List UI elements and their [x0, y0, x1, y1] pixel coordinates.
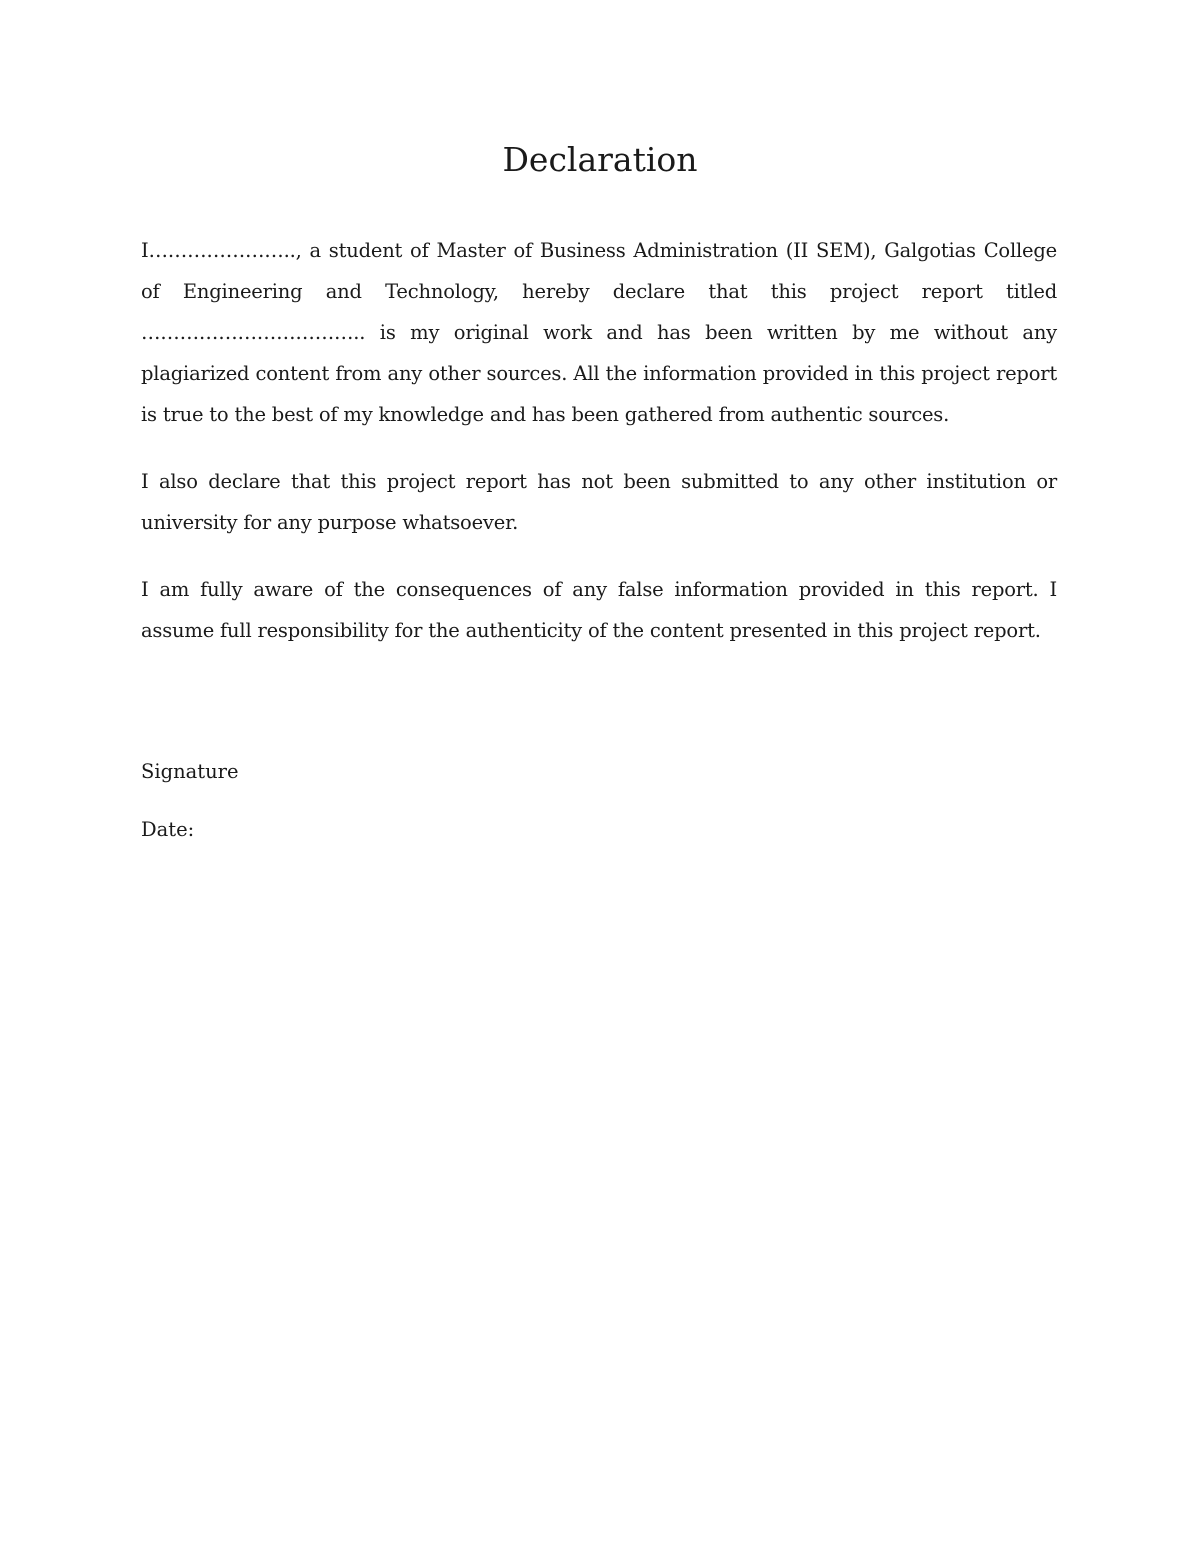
declaration-paragraph-3: I am fully aware of the consequences of any false information provided in this report. I assume full responsibility for the authenticity of the content presented in this project report.	[141, 578, 1057, 642]
date-label: Date:	[141, 818, 195, 841]
signature-label: Signature	[141, 760, 239, 783]
declaration-paragraph-2: I also declare that this project report has not been submitted to any other institution or university for any purpose whatsoever.	[141, 470, 1057, 534]
page-title: Declaration	[502, 140, 698, 179]
signature-block	[141, 760, 239, 876]
declaration-body	[141, 230, 1057, 677]
declaration-paragraph-1: I………………….., a student of Master of Business Administration (II SEM), Galgotias College of Engineering and Technology, hereby declare that this project report titled …………………………….. is my original work and has been written by me without any plagiarized content from any other sources. All the information provided in this project report is true to the best of my knowledge and has been gathered from authentic sources.	[141, 239, 1057, 426]
